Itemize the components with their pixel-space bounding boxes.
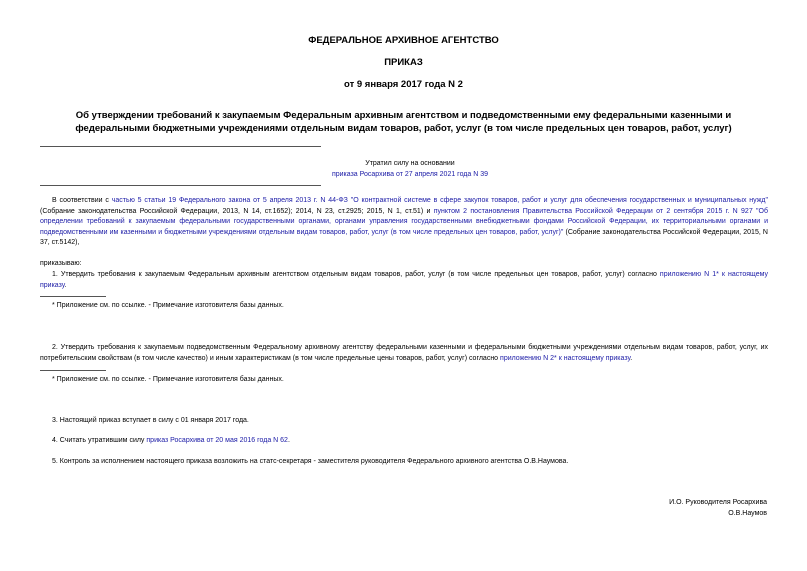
document-date: от 9 января 2017 года N 2 [344, 79, 463, 90]
appendix-1-link[interactable]: приложению N 1* к настоящему приказу [40, 271, 768, 289]
status-note-text: Утратил силу на основании [365, 160, 455, 167]
footnote-2: * Приложение см. по ссылке. - Примечание изготовителя базы данных. [52, 376, 284, 383]
preamble-text-2: (Собрание законодательства Российской Федерации, 2013, N 14, ст.1652); 2014, N 23, ст.2925; 2015, N 1, ст.51) и [40, 207, 434, 215]
document-type: ПРИКАЗ [384, 57, 423, 68]
item-5: 5. Контроль за исполнением настоящего приказа возложить на статс-секретаря - заместителя руководителя Федерального архивного агентства О.В.Наумова. [52, 458, 569, 465]
item-4-text: 4. Считать утратившим силу [52, 437, 147, 444]
signature-position: И.О. Руководителя Росархива [669, 499, 767, 506]
government-decree-927-link[interactable]: пунктом 2 постановления Правительства Российской Федерации от 2 сентября 2015 г. N 927 "Об определении требований к закупаемым федеральными государственными органами, органами управления государственными внебюджетными фондами Российской Федерации, их территориальными органами и подведомственными им казенными и бюджетными учреждениями отдельным видам товаров, работ, услуг (в том числе предельных цен товаров, работ, услуг)" [40, 207, 768, 236]
item-3: 3. Настоящий приказ вступает в силу с 01 января 2017 года. [52, 417, 249, 424]
item-2 [40, 343, 768, 364]
document-title: Об утверждении требований к закупаемым Федеральным архивным агентством и подведомственными ему федеральными казенными и федеральными бюджетными учреждениями отдельным видам товаров, работ, услуг (в том числе предельных цен товаров, работ, услуг) [75, 110, 732, 134]
repealed-order-link[interactable]: приказ Росархива от 20 мая 2016 года N 62 [146, 437, 288, 444]
appendix-2-link[interactable]: приложению N 2* к настоящему приказу [500, 354, 631, 362]
preamble-text-3: (Собрание законодательства Российской Федерации, 2015, N 37, ст.5142), [40, 228, 768, 246]
footnote-2-rule [40, 370, 106, 371]
status-note-link[interactable]: приказа Росархива от 27 апреля 2021 года N 39 [331, 170, 489, 178]
status-note [320, 159, 500, 180]
signature-block [669, 497, 767, 519]
item-1 [40, 270, 768, 291]
item-1-end: . [64, 281, 67, 289]
item-4-end: . [287, 437, 290, 444]
preamble-text-1: В соответствии с [52, 197, 112, 204]
item-2-end: . [630, 354, 633, 362]
preamble-paragraph [40, 196, 768, 249]
item-1-text: 1. Утвердить требования к закупаемым Федеральным архивным агентством отдельным видам товаров, работ, услуг (в том числе предельных цен товаров, работ, услуг) согласно [52, 271, 660, 278]
agency-name: ФЕДЕРАЛЬНОЕ АРХИВНОЕ АГЕНТСТВО [308, 35, 499, 46]
item-2-text: 2. Утвердить требования к закупаемым подведомственным Федеральному архивному агентству федеральными казенными и федеральными бюджетными учреждениями отдельным видам товаров, работ, услуг, их потребительским свойствам (в том числе качество) и иным характеристикам (в том числе предельные цены товаров, работ, услуг) согласно [40, 344, 768, 362]
signature-name: О.В.Наумов [728, 510, 767, 517]
footnote-1: * Приложение см. по ссылке. - Примечание изготовителя базы данных. [52, 302, 284, 309]
item-4 [40, 436, 768, 447]
divider-top [40, 146, 321, 147]
divider-bottom [40, 185, 321, 186]
law-44fz-link[interactable]: частью 5 статьи 19 Федерального закона от 5 апреля 2013 г. N 44-ФЗ "О контрактной системе в сфере закупок товаров, работ и услуг для обеспечения государственных и муниципальных нужд" [111, 197, 768, 204]
order-word: приказываю: [40, 260, 82, 267]
footnote-1-rule [40, 296, 106, 297]
